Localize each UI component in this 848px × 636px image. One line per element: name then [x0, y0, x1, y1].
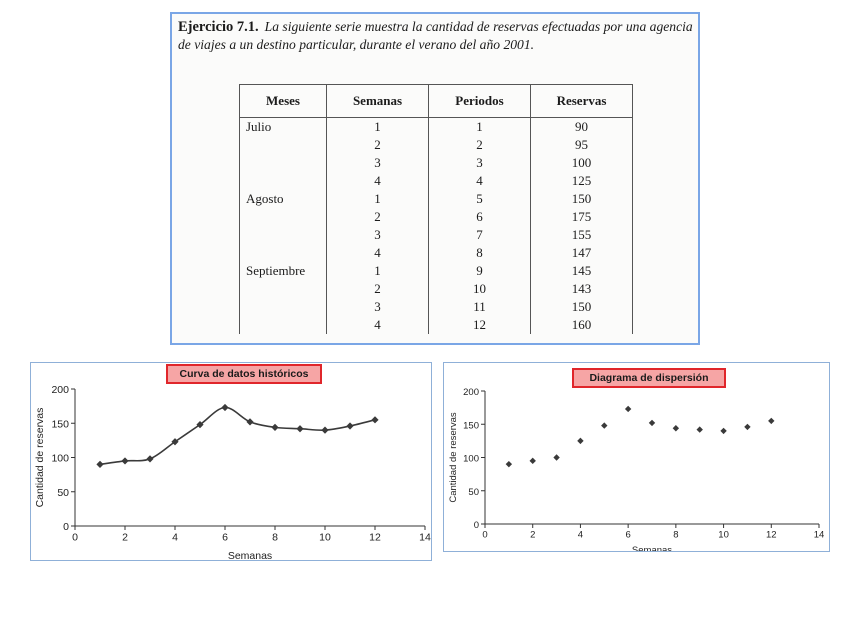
x-tick-label: 10 — [718, 529, 729, 541]
x-tick-label: 12 — [369, 531, 381, 544]
historical-curve-panel — [30, 362, 432, 561]
bookings-cell: 143 — [531, 280, 633, 298]
data-point — [697, 426, 703, 432]
data-point — [96, 461, 103, 468]
week-cell: 2 — [327, 208, 429, 226]
week-cell: 4 — [327, 172, 429, 190]
bookings-cell: 175 — [531, 208, 633, 226]
y-tick-label: 200 — [463, 387, 479, 398]
month-cell — [240, 226, 327, 244]
month-cell — [240, 298, 327, 316]
data-point — [296, 425, 303, 432]
x-tick-label: 2 — [122, 531, 128, 544]
table-row — [240, 244, 633, 262]
week-cell: 1 — [327, 190, 429, 208]
bookings-cell: 155 — [531, 226, 633, 244]
data-point — [506, 461, 512, 467]
x-tick-label: 8 — [272, 531, 278, 544]
bookings-cell: 90 — [531, 118, 633, 137]
table-row — [240, 136, 633, 154]
period-cell: 5 — [429, 190, 531, 208]
data-point — [246, 418, 253, 425]
table-body — [240, 118, 633, 335]
week-cell: 3 — [327, 154, 429, 172]
bookings-cell: 125 — [531, 172, 633, 190]
data-point — [601, 422, 607, 428]
table-row — [240, 208, 633, 226]
column-header: Periodos — [429, 85, 531, 118]
week-cell: 4 — [327, 316, 429, 334]
data-point — [673, 425, 679, 431]
scatter-diagram-chart — [444, 363, 829, 551]
column-header: Semanas — [327, 85, 429, 118]
data-point — [720, 428, 726, 434]
data-point — [744, 424, 750, 430]
month-cell: Julio — [240, 118, 327, 137]
data-point — [346, 422, 353, 429]
y-axis-label: Cantidad de reservas — [448, 412, 459, 503]
period-cell: 7 — [429, 226, 531, 244]
x-tick-label: 10 — [319, 531, 331, 544]
week-cell: 2 — [327, 280, 429, 298]
y-tick-label: 0 — [473, 520, 479, 531]
exercise-text: La siguiente serie muestra la cantidad de reservas efectuadas por una agencia de viajes a un destino particular, durante el verano del año 2001. — [178, 19, 693, 52]
reservations-table — [239, 84, 633, 334]
period-cell: 1 — [429, 118, 531, 137]
data-point — [553, 454, 559, 460]
data-point — [625, 406, 631, 412]
period-cell: 10 — [429, 280, 531, 298]
table-row — [240, 154, 633, 172]
series-line — [100, 407, 375, 464]
period-cell: 2 — [429, 136, 531, 154]
data-point — [649, 420, 655, 426]
scatter-diagram-panel — [443, 362, 830, 552]
table-row — [240, 298, 633, 316]
y-tick-label: 50 — [468, 486, 479, 498]
week-cell: 4 — [327, 244, 429, 262]
chart-title: Curva de datos históricos — [166, 364, 322, 384]
x-axis-label: Semanas — [631, 545, 673, 551]
bookings-cell: 150 — [531, 298, 633, 316]
table-row — [240, 226, 633, 244]
month-cell: Septiembre — [240, 262, 327, 280]
period-cell: 11 — [429, 298, 531, 316]
month-cell — [240, 136, 327, 154]
month-cell — [240, 208, 327, 226]
data-point — [121, 457, 128, 464]
table-row — [240, 118, 633, 137]
month-cell — [240, 244, 327, 262]
x-tick-label: 4 — [172, 531, 178, 544]
y-tick-label: 50 — [57, 486, 69, 499]
bookings-cell: 100 — [531, 154, 633, 172]
chart-title: Diagrama de dispersión — [572, 368, 726, 388]
y-tick-label: 100 — [463, 453, 479, 465]
table-row — [240, 172, 633, 190]
week-cell: 2 — [327, 136, 429, 154]
bookings-cell: 160 — [531, 316, 633, 334]
historical-curve-chart — [31, 363, 431, 560]
week-cell: 1 — [327, 118, 429, 137]
y-tick-label: 200 — [51, 384, 69, 396]
y-tick-label: 100 — [51, 452, 69, 465]
bookings-cell: 150 — [531, 190, 633, 208]
data-point — [577, 438, 583, 444]
period-cell: 9 — [429, 262, 531, 280]
month-cell — [240, 316, 327, 334]
exercise-statement — [178, 18, 696, 53]
bookings-cell: 147 — [531, 244, 633, 262]
y-axis-label: Cantidad de reservas — [34, 407, 46, 508]
table-row — [240, 280, 633, 298]
x-axis-label: Semanas — [227, 550, 273, 560]
data-point — [768, 418, 774, 424]
table-header-row — [240, 85, 633, 118]
month-cell — [240, 172, 327, 190]
month-cell — [240, 154, 327, 172]
period-cell: 3 — [429, 154, 531, 172]
month-cell: Agosto — [240, 190, 327, 208]
period-cell: 6 — [429, 208, 531, 226]
column-header: Meses — [240, 85, 327, 118]
table-row — [240, 262, 633, 280]
week-cell: 1 — [327, 262, 429, 280]
y-tick-label: 150 — [463, 420, 479, 432]
x-tick-label: 2 — [530, 529, 536, 541]
bookings-cell: 95 — [531, 136, 633, 154]
exercise-title: Ejercicio 7.1. — [178, 19, 259, 35]
period-cell: 4 — [429, 172, 531, 190]
x-tick-label: 6 — [625, 529, 631, 541]
data-point — [321, 427, 328, 434]
data-point — [221, 404, 228, 411]
month-cell — [240, 280, 327, 298]
week-cell: 3 — [327, 226, 429, 244]
bookings-cell: 145 — [531, 262, 633, 280]
x-tick-label: 0 — [482, 529, 488, 541]
x-tick-label: 14 — [813, 529, 825, 541]
table-row — [240, 190, 633, 208]
x-tick-label: 4 — [577, 529, 584, 541]
table-row — [240, 316, 633, 334]
y-tick-label: 150 — [51, 418, 69, 431]
column-header: Reservas — [531, 85, 633, 118]
y-tick-label: 0 — [63, 521, 69, 533]
exercise-scan — [170, 12, 700, 345]
data-point — [271, 424, 278, 431]
data-point — [371, 416, 378, 423]
data-point — [530, 458, 536, 464]
x-tick-label: 6 — [222, 531, 228, 544]
x-tick-label: 14 — [419, 531, 431, 544]
period-cell: 8 — [429, 244, 531, 262]
data-point — [146, 455, 153, 462]
period-cell: 12 — [429, 316, 531, 334]
x-tick-label: 12 — [765, 529, 777, 541]
week-cell: 3 — [327, 298, 429, 316]
x-tick-label: 0 — [72, 531, 78, 544]
x-tick-label: 8 — [673, 529, 679, 541]
